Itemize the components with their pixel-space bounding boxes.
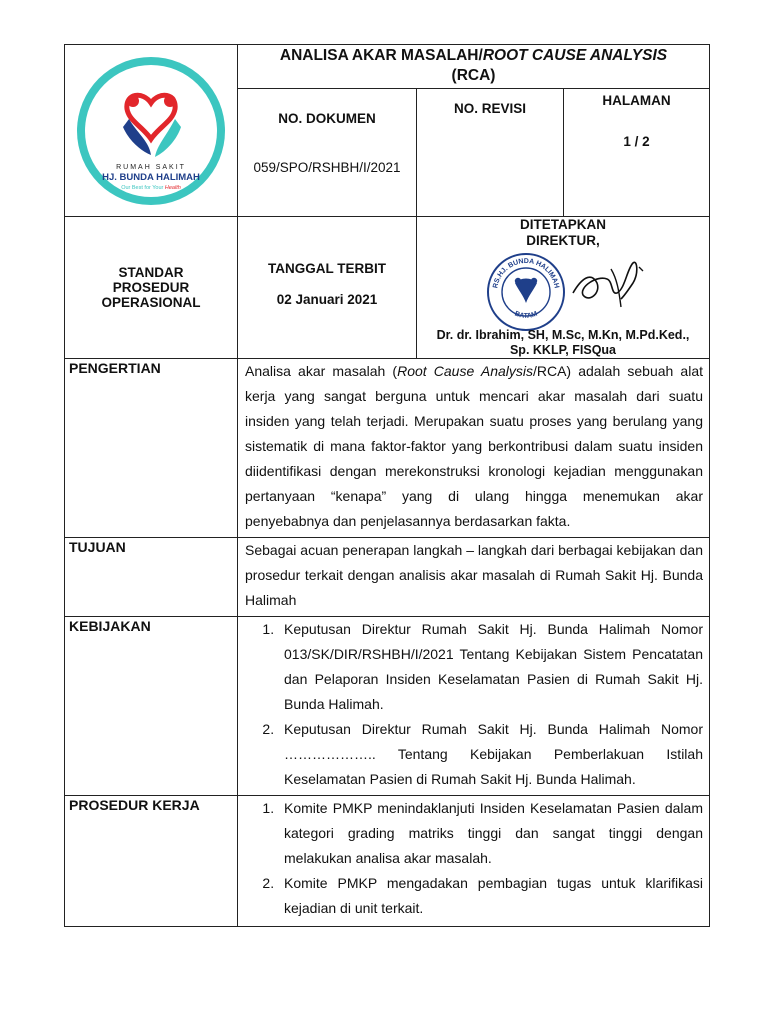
prosedur-label: PROSEDUR KERJA [65, 796, 238, 927]
document-title: ANALISA AKAR MASALAH/ROOT CAUSE ANALYSIS (RCA) [238, 45, 710, 89]
page-label: HALAMAN [602, 93, 671, 108]
issue-date-value: 02 Januari 2021 [276, 291, 378, 307]
tujuan-text: Sebagai acuan penerapan langkah – langkah dari berbagai kebijakan dan prosedur terkait dengan analisis akar masalah di Rumah Sakit Hj. Bunda Halimah [238, 538, 710, 617]
svg-text:BATAM: BATAM [513, 310, 539, 320]
kebijakan-item: 2. Keputusan Direktur Rumah Sakit Hj. Bunda Halimah Nomor ……………….. Tentang Kebijakan Pemberlakuan Istilah Keselamatan Pasien di Rumah Sakit Hj. Bunda Halimah. [278, 717, 703, 792]
svg-text:RS.HJ. BUNDA HALIMAH: RS.HJ. BUNDA HALIMAH [492, 257, 560, 289]
revision-cell [417, 89, 564, 217]
logo-cell [65, 45, 238, 217]
hospital-logo [71, 51, 231, 211]
sop-title-line1: STANDAR [118, 265, 184, 280]
kebijakan-label: KEBIJAKAN [65, 617, 238, 796]
prosedur-item: 2. Komite PMKP mengadakan pembagian tugas untuk klarifikasi kejadian di unit terkait. [278, 871, 703, 921]
logo-line1: RUMAH SAKIT [116, 164, 186, 171]
issue-date-cell [238, 217, 417, 359]
sop-table [64, 44, 710, 927]
sop-title-line2: PROSEDUR [112, 280, 190, 295]
page-cell [564, 89, 710, 217]
doc-number-cell [238, 89, 417, 217]
kebijakan-item: 1. Keputusan Direktur Rumah Sakit Hj. Bunda Halimah Nomor 013/SK/DIR/RSHBH/I/2021 Tentang Kebijakan Sistem Pencatatan dan Pelaporan Insiden Keselamatan Pasien di Rumah Sakit Hj. Bunda Halimah. [278, 617, 703, 717]
official-stamp-icon [485, 251, 567, 333]
doc-number-label: NO. DOKUMEN [278, 111, 376, 126]
kebijakan-list [242, 617, 703, 792]
signature-icon [567, 249, 647, 319]
revision-label: NO. REVISI [453, 101, 526, 116]
approval-cell [417, 217, 710, 359]
sop-title-line3: OPERASIONAL [101, 295, 201, 310]
prosedur-list-cell [238, 796, 710, 927]
sop-title-cell [65, 217, 238, 359]
issue-date-label: TANGGAL TERBIT [268, 260, 386, 276]
sop-document [64, 44, 709, 927]
page-value: 1 / 2 [623, 134, 650, 149]
pengertian-label: PENGERTIAN [65, 359, 238, 538]
doc-number-value: 059/SPO/RSHBH/I/2021 [253, 160, 401, 175]
prosedur-item: 1. Komite PMKP menindaklanjuti Insiden Keselamatan Pasien dalam kategori grading matriks tinggi dan sangat tinggi dengan melakukan analisa akar masalah. [278, 796, 703, 871]
kebijakan-list-cell [238, 617, 710, 796]
pengertian-text: Analisa akar masalah (Root Cause Analysis/RCA) adalah sebuah alat kerja yang sangat berguna untuk mencari akar masalah dari suatu insiden yang telah terjadi. Merupakan suatu proses yang berulang yang sistematik di mana faktor-faktor yang berkontribusi dalam suatu insiden diidentifikasi dengan merekonstruksi kronologi kejadian menggunakan pertanyaan “kenapa” yang di ulang hingga menemukan akar penyebabnya dan penjelasannya berdasarkan fakta. [238, 359, 710, 538]
tujuan-label: TUJUAN [65, 538, 238, 617]
approval-heading: DITETAPKAN DIREKTUR, [520, 217, 606, 248]
director-name: Dr. dr. Ibrahim, SH, M.Sc, M.Kn, M.Pd.Ked., Sp. KKLP, FISQua [436, 328, 690, 357]
logo-line2: HJ. BUNDA HALIMAH [102, 172, 200, 183]
logo-tagline: Our Best for Your Health [121, 185, 181, 191]
prosedur-list [242, 796, 703, 921]
